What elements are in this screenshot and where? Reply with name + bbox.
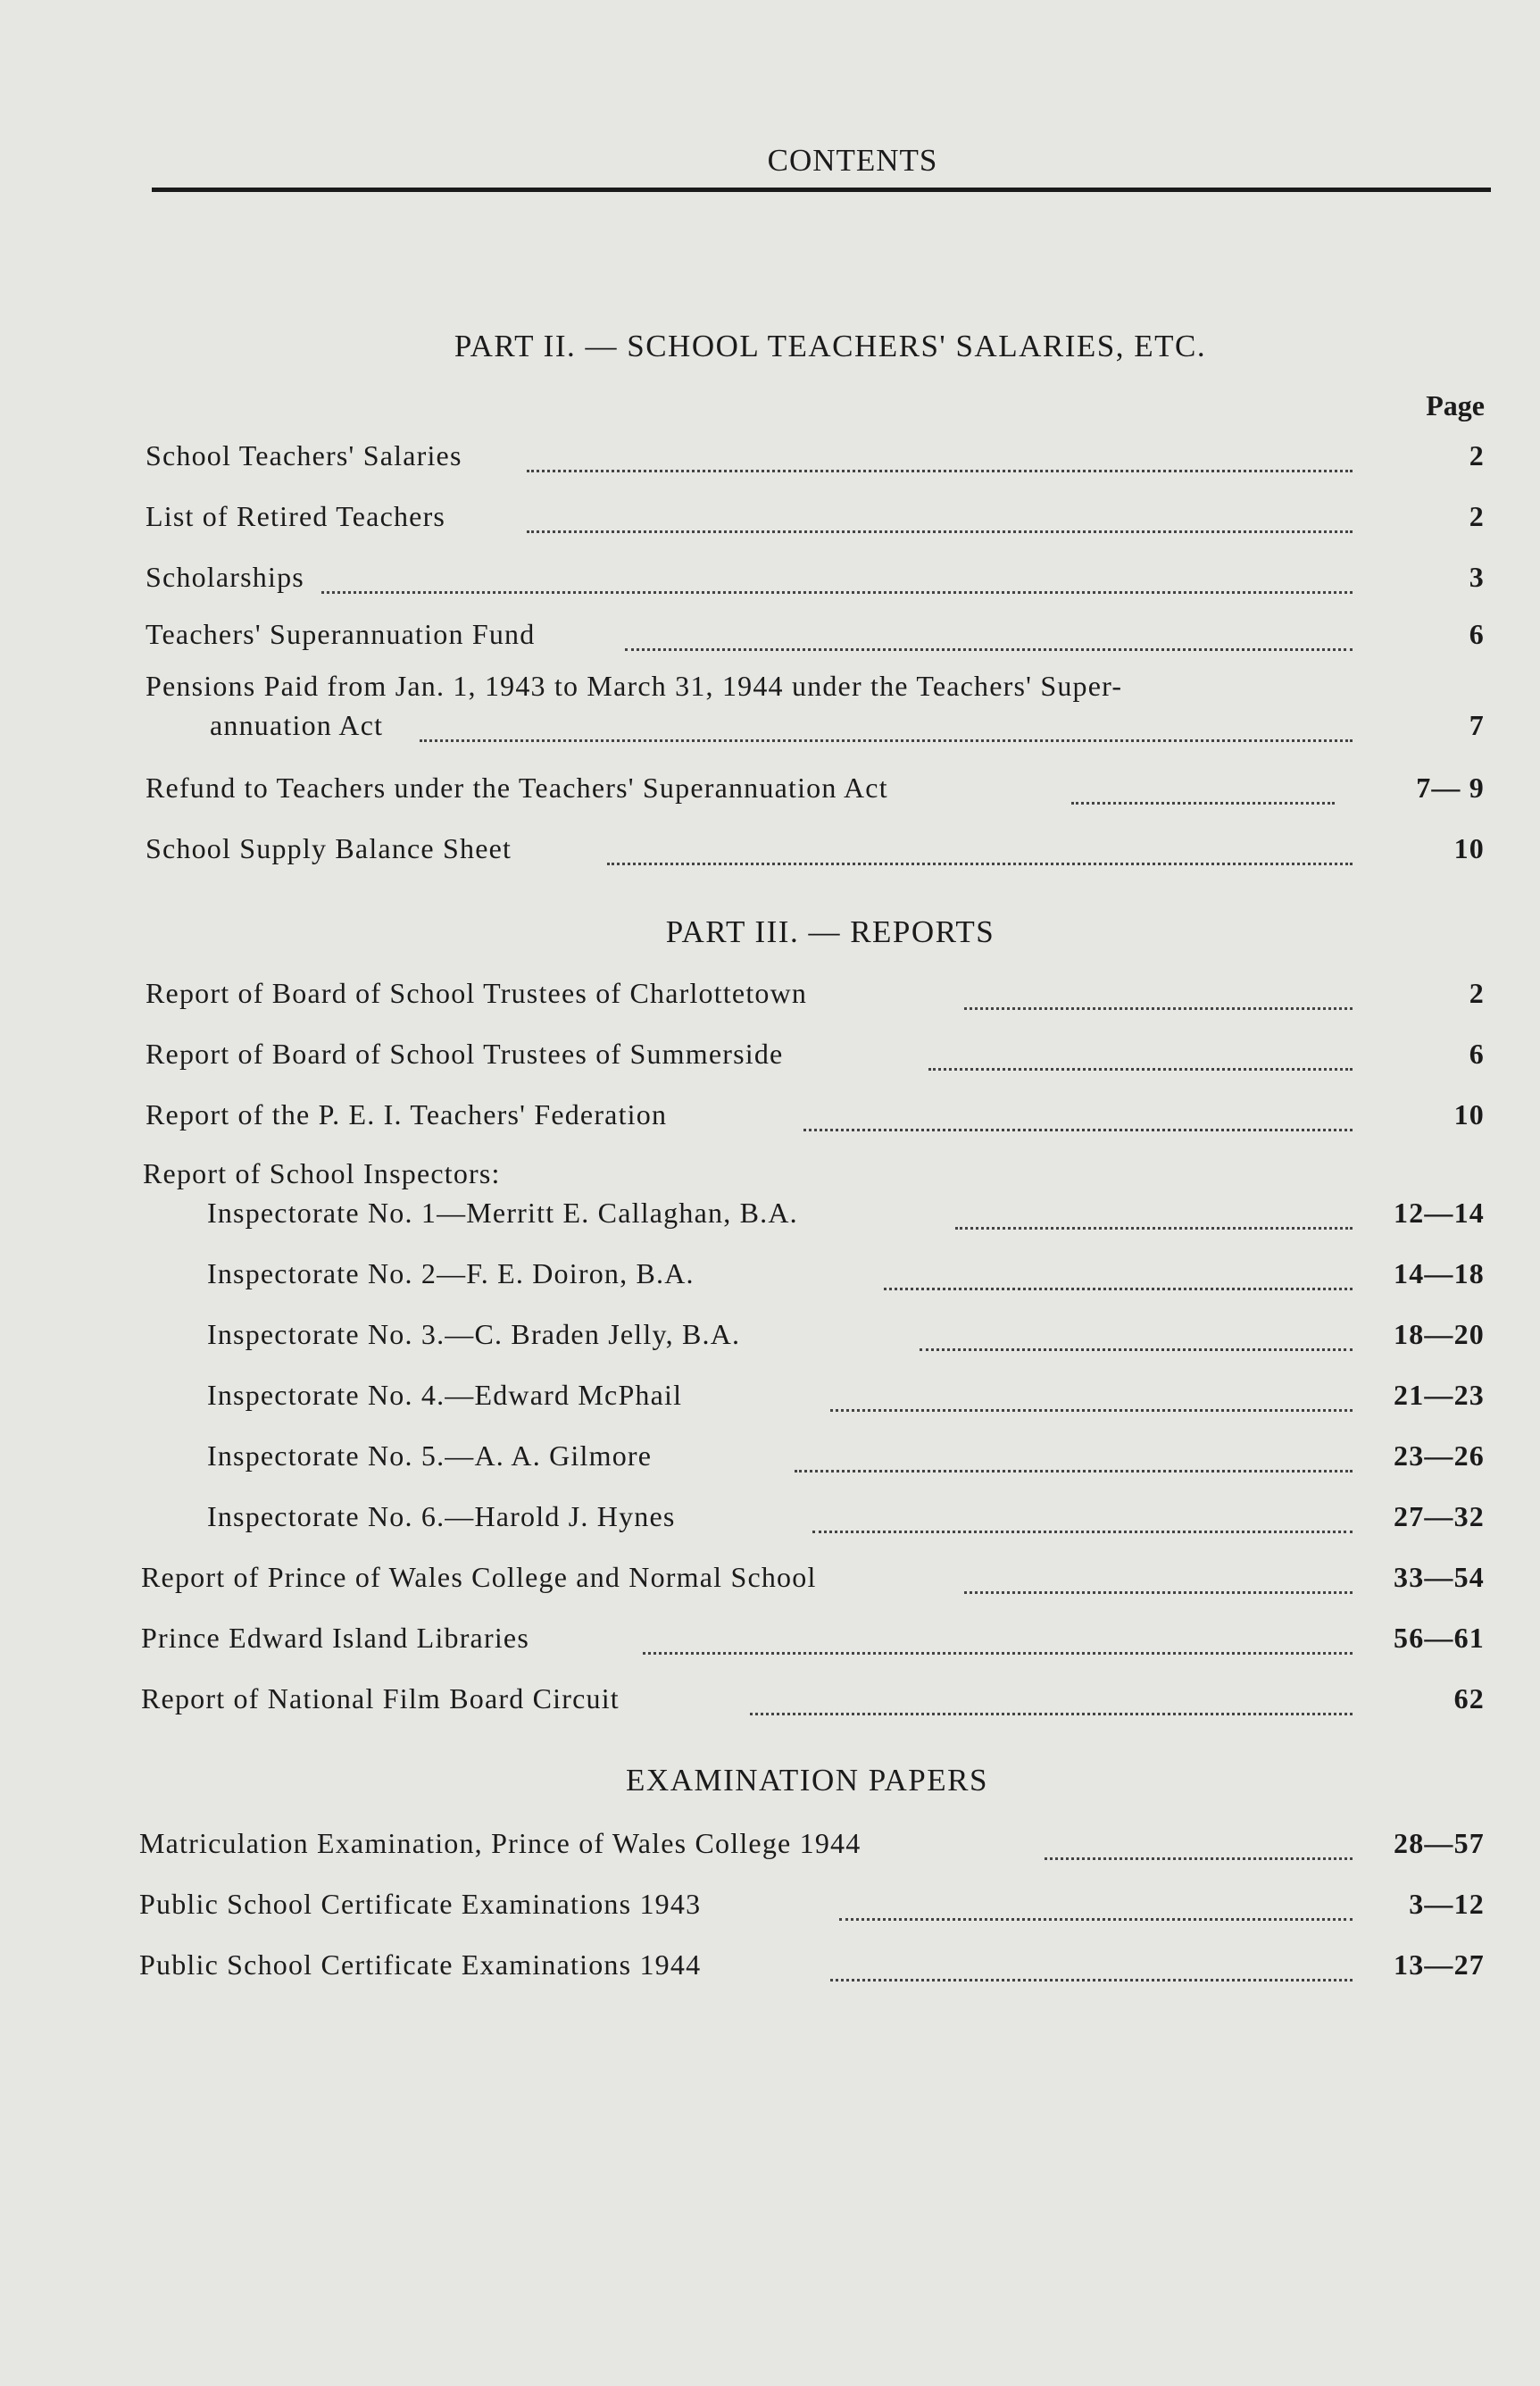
dot-leader	[625, 609, 1353, 651]
dot-leader	[527, 430, 1353, 472]
exams-heading: EXAMINATION PAPERS	[626, 1763, 988, 1798]
toc-entry-label: School Supply Balance Sheet	[146, 832, 520, 865]
toc-entry[interactable]	[0, 1948, 1540, 1988]
toc-entry-page: 10	[1453, 1098, 1485, 1130]
toc-entry-page: 33—54	[1394, 1561, 1485, 1593]
dot-leader	[527, 491, 1353, 533]
toc-entry-label: Inspectorate No. 1—Merritt E. Callaghan, B.A.	[207, 1197, 807, 1230]
toc-entry-page: 28—57	[1394, 1827, 1485, 1859]
toc-entry-label: Inspectorate No. 4.—Edward McPhail	[207, 1379, 691, 1412]
toc-entry-label: Report of the P. E. I. Teachers' Federation	[146, 1098, 676, 1131]
dot-leader	[964, 968, 1353, 1010]
toc-entry-page: 21—23	[1394, 1379, 1485, 1411]
toc-entry[interactable]	[0, 1197, 1540, 1236]
toc-entry[interactable]	[0, 1561, 1540, 1600]
toc-entry-label: Inspectorate No. 3.—C. Braden Jelly, B.A.	[207, 1318, 749, 1351]
toc-entry[interactable]	[0, 1622, 1540, 1661]
toc-entry[interactable]	[0, 439, 1540, 479]
toc-entry-page: 27—32	[1394, 1500, 1485, 1532]
toc-entry[interactable]	[0, 618, 1540, 657]
toc-entry[interactable]	[0, 1500, 1540, 1539]
dot-leader	[830, 1940, 1353, 1981]
toc-entry-page: 2	[1469, 977, 1485, 1009]
toc-entry-label: Public School Certificate Examinations 1944	[139, 1948, 710, 1981]
toc-entry[interactable]	[0, 977, 1540, 1016]
page-title: CONTENTS	[767, 143, 938, 178]
dot-leader	[1045, 1818, 1353, 1860]
toc-entry[interactable]	[0, 1318, 1540, 1357]
dot-leader	[955, 1188, 1353, 1230]
toc-entry-label: Inspectorate No. 6.—Harold J. Hynes	[207, 1500, 685, 1533]
toc-entry-page: 10	[1453, 832, 1485, 864]
toc-entry-page: 7— 9	[1416, 772, 1485, 804]
toc-entry-page: 6	[1469, 1038, 1485, 1070]
toc-entry-label: Scholarships	[146, 561, 313, 594]
dot-leader	[643, 1613, 1353, 1655]
toc-entry-label: Report of Prince of Wales College and Normal School	[141, 1561, 826, 1594]
toc-entry-page: 2	[1469, 439, 1485, 471]
toc-entry[interactable]	[0, 1257, 1540, 1297]
part2-heading: PART II. — SCHOOL TEACHERS' SALARIES, ETC.	[454, 329, 1207, 363]
toc-entry-page: 13—27	[1394, 1948, 1485, 1981]
dot-leader	[321, 552, 1353, 594]
toc-entry-label: Inspectorate No. 5.—A. A. Gilmore	[207, 1439, 661, 1472]
header-rule	[152, 188, 1491, 192]
toc-entry[interactable]	[0, 561, 1540, 600]
page-column-label: Page	[1426, 389, 1485, 421]
toc-entry[interactable]	[0, 1098, 1540, 1138]
dot-leader	[803, 1089, 1353, 1131]
toc-entry-page: 3	[1469, 561, 1485, 593]
toc-entry[interactable]	[0, 1379, 1540, 1418]
toc-entry-label: Prince Edward Island Libraries	[141, 1622, 538, 1655]
dot-leader	[928, 1029, 1353, 1071]
toc-entry[interactable]	[0, 1038, 1540, 1077]
toc-entry[interactable]	[0, 709, 1540, 748]
toc-entry-page: 6	[1469, 618, 1485, 650]
toc-entry[interactable]	[0, 1888, 1540, 1927]
toc-entry-page: 14—18	[1394, 1257, 1485, 1289]
toc-entry-label: Teachers' Superannuation Fund	[146, 618, 544, 651]
toc-entry[interactable]	[0, 1682, 1540, 1722]
toc-entry-label: List of Retired Teachers	[146, 500, 454, 533]
toc-entry[interactable]	[0, 832, 1540, 872]
toc-entry-page: 56—61	[1394, 1622, 1485, 1654]
toc-entry-page: 62	[1453, 1682, 1485, 1714]
toc-entry-label: Matriculation Examination, Prince of Wales College 1944	[139, 1827, 870, 1860]
dot-leader	[795, 1431, 1353, 1472]
toc-entry-label: Inspectorate No. 2—F. E. Doiron, B.A.	[207, 1257, 703, 1290]
toc-entry-label: Report of National Film Board Circuit	[141, 1682, 628, 1715]
inspectors-heading: Report of School Inspectors:	[143, 1157, 501, 1189]
toc-entry-page: 2	[1469, 500, 1485, 532]
toc-entry-label: Public School Certificate Examinations 1943	[139, 1888, 710, 1921]
toc-entry-label: Report of Board of School Trustees of Summerside	[146, 1038, 792, 1071]
toc-entry-page: 18—20	[1394, 1318, 1485, 1350]
dot-leader	[884, 1248, 1353, 1290]
toc-entry-label: Refund to Teachers under the Teachers' Superannuation Act	[146, 772, 897, 805]
dot-leader	[830, 1370, 1353, 1412]
toc-entry[interactable]	[0, 1827, 1540, 1866]
dot-leader	[1071, 763, 1335, 805]
dot-leader	[607, 823, 1353, 865]
dot-leader	[750, 1673, 1353, 1715]
toc-entry-page: 3—12	[1409, 1888, 1485, 1920]
toc-entry-label-line1: Pensions Paid from Jan. 1, 1943 to March 31, 1944 under the Teachers' Super-	[146, 670, 1123, 702]
part3-heading: PART III. — REPORTS	[665, 914, 995, 949]
dot-leader	[964, 1552, 1353, 1594]
toc-entry-page: 7	[1469, 709, 1485, 741]
dot-leader	[420, 700, 1353, 742]
toc-entry-label: Report of Board of School Trustees of Charlottetown	[146, 977, 816, 1010]
toc-entry[interactable]	[0, 500, 1540, 539]
toc-entry-label: annuation Act	[210, 709, 392, 742]
toc-entry-page: 23—26	[1394, 1439, 1485, 1472]
toc-entry-page: 12—14	[1394, 1197, 1485, 1229]
toc-entry[interactable]	[0, 1439, 1540, 1479]
toc-entry-label: School Teachers' Salaries	[146, 439, 471, 472]
toc-entry[interactable]	[0, 772, 1540, 811]
dot-leader	[920, 1309, 1353, 1351]
dot-leader	[839, 1879, 1353, 1921]
dot-leader	[812, 1491, 1353, 1533]
